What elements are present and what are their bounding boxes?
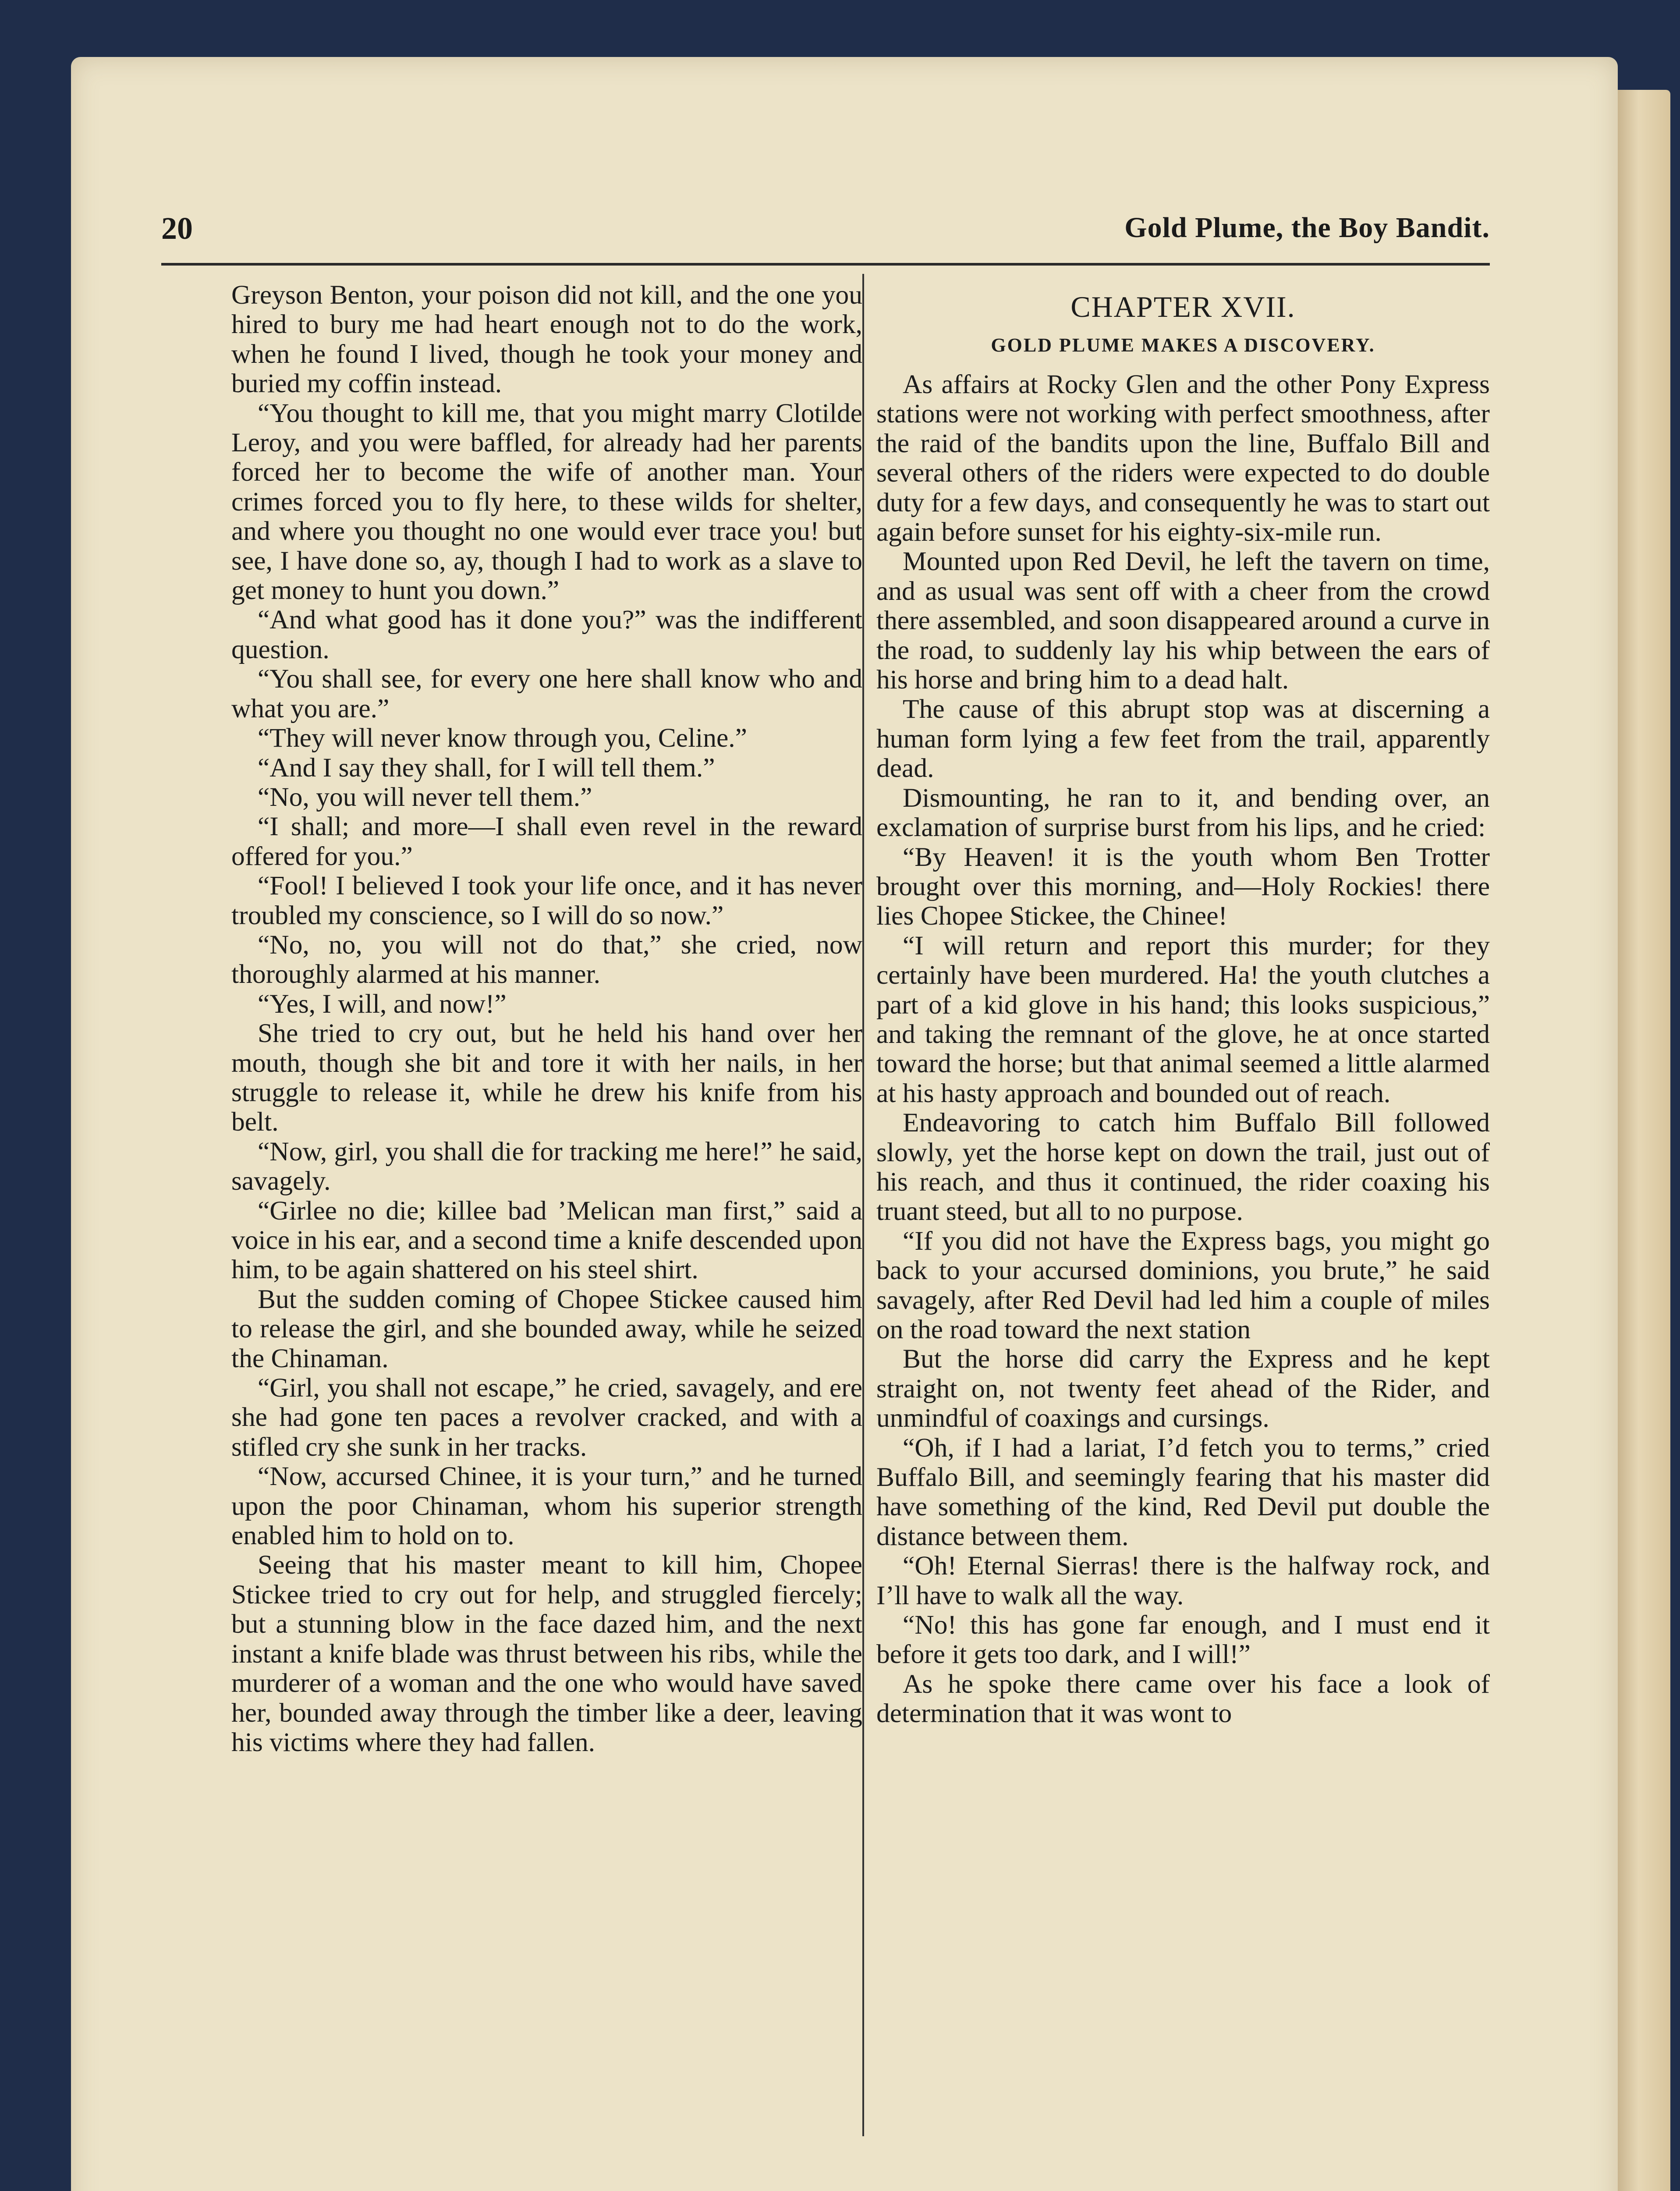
paragraph: “By Heaven! it is the youth whom Ben Trotter brought over this morning, and—Holy Rockies! there lies Chopee Stickee, the Chinee! xyxy=(876,842,1490,931)
paragraph: “Oh! Eternal Sierras! there is the halfway rock, and I’ll have to walk all the way. xyxy=(876,1551,1490,1610)
page-number: 20 xyxy=(161,211,193,246)
paragraph: “Yes, I will, and now!” xyxy=(258,989,507,1019)
paragraph: “I shall; and more—I shall even revel in the reward offered for you.” xyxy=(231,812,862,871)
paragraph: “Now, accursed Chinee, it is your turn,” and he turned upon the poor Chinaman, whom his superior strength enabled him to hold on to. xyxy=(231,1461,862,1551)
paragraph: But the horse did carry the Express and he kept straight on, not twenty feet ahead of the Rider, and unmindful of coaxings and cursings. xyxy=(876,1344,1490,1433)
page-header xyxy=(161,210,1490,259)
paragraph: “Now, girl, you shall die for tracking me here!” he said, savagely. xyxy=(231,1136,862,1196)
running-title: Gold Plume, the Boy Bandit. xyxy=(1124,212,1490,244)
paragraph: She tried to cry out, but he held his hand over her mouth, though she bit and tore it with her nails, in her struggle to release it, while he drew his knife from his belt. xyxy=(231,1018,862,1137)
paragraph: Dismounting, he ran to it, and bending over, an exclamation of surprise burst from his lips, and he cried: xyxy=(876,783,1490,843)
paragraph: Greyson Benton, your poison did not kill, and the one you hired to bury me had heart enough not to do the work, when he found I lived, though he took your money and buried my coffin instead. xyxy=(231,280,862,399)
paragraph: “You thought to kill me, that you might marry Clotilde Leroy, and you were baffled, for already had her parents forced her to become the wife of another man. Your crimes forced you to fly here, to these wilds for shelter, and where you thought no one would ever trace you! but see, I have done so, ay, though I had to work as a slave to get money to hunt you down.” xyxy=(231,398,862,606)
paragraph: “No, you will never tell them.” xyxy=(258,782,592,812)
paragraph: “They will never know through you, Celine.” xyxy=(258,723,747,753)
chapter-subtitle: GOLD PLUME MAKES A DISCOVERY. xyxy=(991,334,1375,356)
paragraph: “Girlee no die; killee bad ’Melican man first,” said a voice in his ear, and a second time a knife descended upon him, to be again shattered on his steel shirt. xyxy=(231,1195,862,1285)
right-column xyxy=(876,280,1490,1729)
paragraph: Seeing that his master meant to kill him, Chopee Stickee tried to cry out for help, and struggled fiercely; but a stunning blow in the face dazed him, and the next instant a knife blade was thrust between his ribs, while the murderer of a woman and the one who would have saved her, bounded away through the timber like a deer, leaving his victims where they had fallen. xyxy=(231,1550,862,1757)
header-rule xyxy=(161,263,1490,266)
paragraph: The cause of this abrupt stop was at discerning a human form lying a few feet from the trail, apparently dead. xyxy=(876,694,1490,784)
paragraph: “No, no, you will not do that,” she cried, now thoroughly alarmed at his manner. xyxy=(231,929,862,989)
paragraph: “You shall see, for every one here shall know who and what you are.” xyxy=(231,664,862,723)
paragraph: As affairs at Rocky Glen and the other Pony Express stations were not working with perfect smoothness, after the raid of the bandits upon the line, Buffalo Bill and several others of the riders were expected to do double duty for a few days, and consequently he was to start out again before sunset for his eighty-six-mile run. xyxy=(876,369,1490,547)
paragraph: Endeavoring to catch him Buffalo Bill followed slowly, yet the horse kept on down the trail, just out of his reach, and thus it continued, the rider coaxing his truant steed, but all to no purpose. xyxy=(876,1108,1490,1227)
paragraph: “No! this has gone far enough, and I must end it before it gets too dark, and I will!” xyxy=(876,1610,1490,1670)
paragraph: “I will return and report this murder; for they certainly have been murdered. Ha! the youth clutches a part of a kid glove in his hand; this looks suspicious,” and taking the remnant of the glove, he at once started toward the horse; but that animal seemed a little alarmed at his hasty approach and bounded out of reach. xyxy=(876,930,1490,1108)
paragraph: But the sudden coming of Chopee Stickee caused him to release the girl, and she bounded away, while he seized the Chinaman. xyxy=(231,1284,862,1373)
paragraph: “Girl, you shall not escape,” he cried, savagely, and ere she had gone ten paces a revolver cracked, and with a stifled cry she sunk in her tracks. xyxy=(231,1373,862,1462)
paragraph: “And I say they shall, for I will tell them.” xyxy=(258,752,715,783)
left-column xyxy=(231,280,862,1757)
paragraph: As he spoke there came over his face a look of determination that it was wont to xyxy=(876,1669,1490,1729)
paragraph: “Fool! I believed I took your life once, and it has never troubled my conscience, so I will do so now.” xyxy=(231,871,862,930)
paragraph: Mounted upon Red Devil, he left the tavern on time, and as usual was sent off with a cheer from the crowd there assembled, and soon disappeared around a curve in the road, to suddenly lay his whip between the ears of his horse and bring him to a dead halt. xyxy=(876,546,1490,695)
paragraph: “Oh, if I had a lariat, I’d fetch you to terms,” cried Buffalo Bill, and seemingly fearing that his master did have something of the kind, Red Devil put double the distance between them. xyxy=(876,1432,1490,1551)
column-divider xyxy=(862,274,864,2136)
chapter-title: CHAPTER XVII. xyxy=(1070,290,1296,323)
paragraph: “And what good has it done you?” was the indifferent question. xyxy=(231,605,862,664)
paragraph: “If you did not have the Express bags, you might go back to your accursed dominions, you brute,” he said savagely, after Red Devil had led him a couple of miles on the road toward the next station xyxy=(876,1226,1490,1344)
next-page-edge xyxy=(1618,90,1670,2191)
